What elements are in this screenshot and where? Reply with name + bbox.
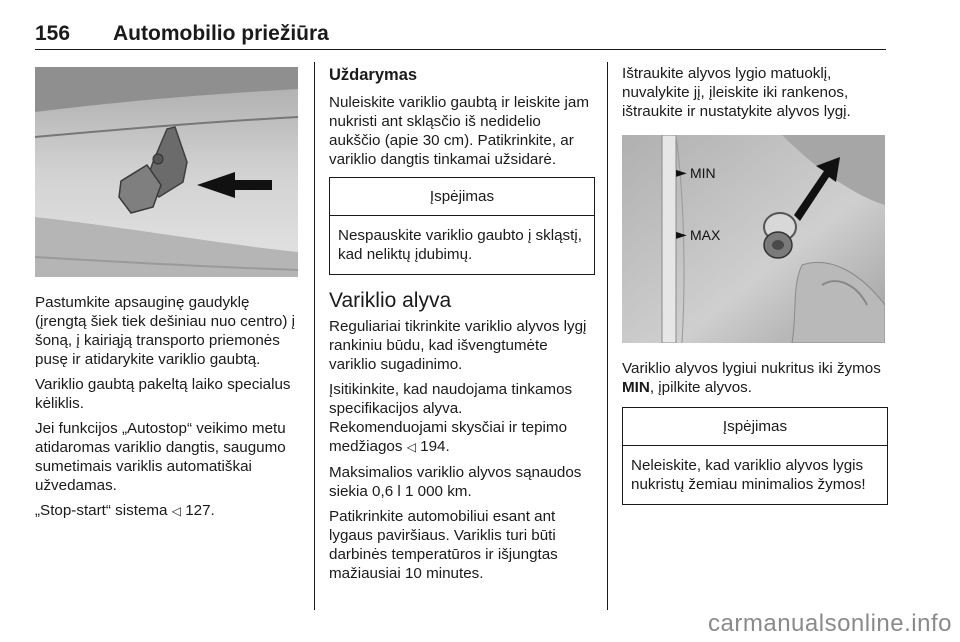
- page-reference-arrow-icon: ◁: [406, 440, 416, 454]
- warning-box-2: [622, 407, 888, 505]
- cross-reference-text: „Stop-start“ sistema: [35, 502, 168, 519]
- add-oil-text: , įpilkite alyvos.: [649, 379, 752, 396]
- col2-paragraph-2: Reguliariai tikrinkite variklio alyvos lygį rankiniu būdu, kad išvengtumėte variklio sugadinimo.: [329, 318, 587, 373]
- dipstick-illustration: [622, 135, 885, 343]
- svg-text:►: ►: [676, 165, 687, 181]
- recommended-fluids-text: Rekomenduojami skysčiai ir tepimo medžiagos: [329, 419, 568, 455]
- col1-paragraph-2: Variklio gaubtą pakeltą laiko specialus kėliklis.: [35, 376, 291, 412]
- page-reference-number[interactable]: 127.: [185, 502, 215, 519]
- col1-paragraph-1: Pastumkite apsauginę gaudyklę (įrengtą šiek tiek dešiniau nuo centro) į šoną, į kairiąją transporto priemonės pusę ir atidarykite variklio gaubtą.: [35, 294, 296, 368]
- warning-box-1: [329, 177, 595, 275]
- column-1: [35, 64, 301, 527]
- svg-text:►: ►: [676, 227, 687, 243]
- dipstick-figure: [622, 135, 885, 343]
- closing-subheading: Uždarymas: [329, 66, 418, 84]
- page-reference-number[interactable]: 194.: [420, 438, 450, 455]
- col2-paragraph-4: Maksimalios variklio alyvos sąnaudos siekia 0,6 l 1 000 km.: [329, 464, 582, 500]
- col3-paragraph-1: Ištraukite alyvos lygio matuoklį, nuvalykite jį, įleiskite iki rankenos, ištraukite ir nustatykite alyvos lygį.: [622, 65, 851, 120]
- watermark: carmanualsonline.info: [708, 610, 952, 637]
- hood-latch-figure: [35, 67, 298, 277]
- hood-latch-illustration: [35, 67, 298, 277]
- col3-paragraph-2: [622, 359, 888, 397]
- warning-text: Nespauskite variklio gaubto į skląstį, kad neliktų įdubimų.: [338, 227, 582, 263]
- min-mark-label: MIN: [622, 379, 650, 396]
- warning-title: Įspėjimas: [330, 178, 594, 216]
- column-divider-1: [314, 62, 315, 610]
- section-title-engine-oil: Variklio alyva: [329, 289, 452, 312]
- column-2: [329, 64, 595, 589]
- page-title: Automobilio priežiūra: [113, 22, 329, 45]
- header-rule: [35, 49, 886, 50]
- warning-text: Neleiskite, kad variklio alyvos lygis nukristų žemiau minimalios žymos!: [631, 457, 866, 493]
- column-divider-2: [607, 62, 608, 610]
- warning-title: Įspėjimas: [623, 408, 887, 446]
- dipstick-max-label: MAX: [690, 227, 721, 243]
- oil-spec-text: Įsitikinkite, kad naudojama tinkamos specifikacijos alyva.: [329, 381, 573, 417]
- page-reference-arrow-icon: ◁: [171, 504, 181, 518]
- dipstick-min-label: MIN: [690, 165, 716, 181]
- oil-level-text: Variklio alyvos lygiui nukritus iki žymos: [622, 360, 881, 377]
- column-3: [622, 64, 888, 519]
- col2-paragraph-5: Patikrinkite automobiliui esant ant lygaus paviršiaus. Variklis turi būti darbinės temperatūros ir išjungtas mažiausiai 10 minutes.: [329, 508, 558, 582]
- col2-paragraph-3: [329, 380, 595, 457]
- page-number: 156: [35, 22, 71, 45]
- col2-paragraph-1: Nuleiskite variklio gaubtą ir leiskite jam nukristi ant skląsčio iš nedidelio aukščio (apie 30 cm). Patikrinkite, ar variklio dangtis tinkamai užsidarė.: [329, 94, 589, 168]
- col1-paragraph-4: [35, 501, 301, 521]
- col1-paragraph-3: Jei funkcijos „Autostop“ veikimo metu atidaromas variklio dangtis, saugumo sumetimais variklis automatiškai užvedamas.: [35, 420, 286, 494]
